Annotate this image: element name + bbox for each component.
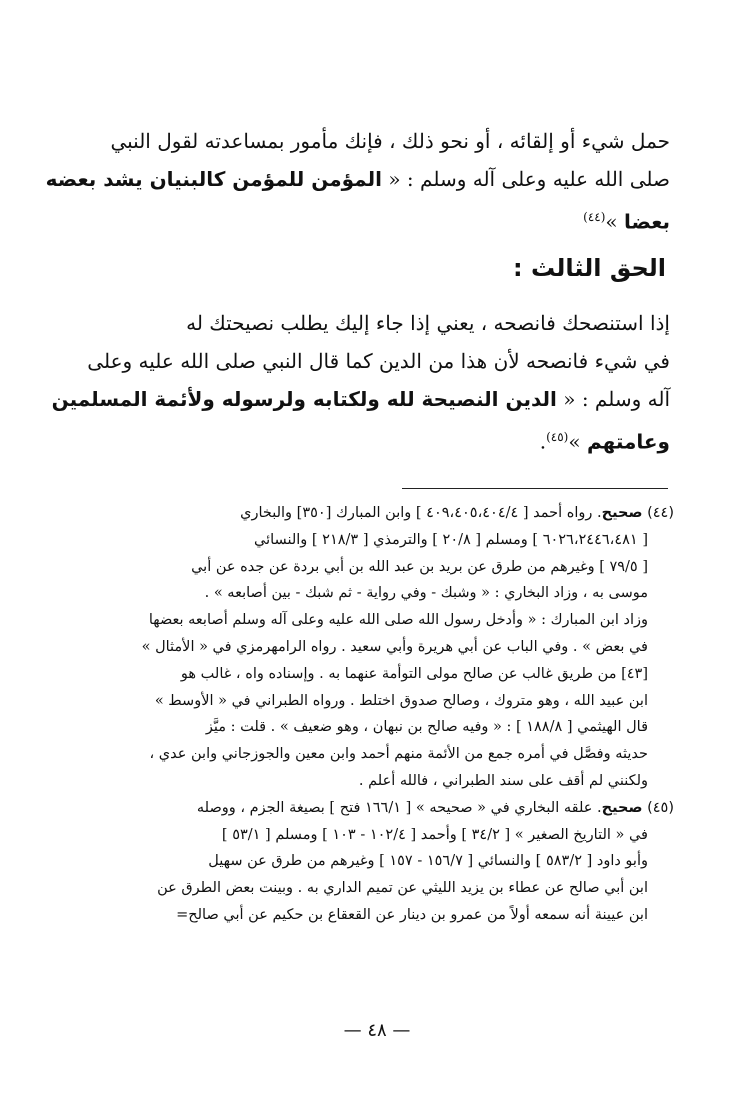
hadith-quote: بعضا: [623, 209, 670, 234]
footnote-line: موسى به ، وزاد البخاري : « وشبك - وفي رواية - ثم شبك - بين أصابعه » .: [204, 585, 648, 602]
footnote-line: [ ٧٩/٥ ] وغيرهم من طرق عن بريد بن عبد الله بن أبي بردة عن جده عن أبي: [191, 558, 648, 575]
text-line: [100, 418, 670, 456]
footnote-line: في « التاريخ الصغير » [ ٣٤/٢ ] وأحمد [ ١٠٢/٤ - ١٠٣ ] ومسلم [ ٥٣/١ ]: [221, 826, 648, 843]
period: .: [539, 429, 547, 454]
footnote-text: . رواه أحمد [ ٤٠٩،٤٠٥،٤٠٤/٤ ] وابن المبارك [٣٥٠] والبخاري: [240, 505, 602, 521]
text-line: إذا استنصحك فانصحه ، يعني إذا جاء إليك يطلب نصيحتك له: [186, 311, 670, 335]
footnote-line: [٤٣] من طريق غالب عن صالح مولى التوأمة عنهما به . وإسناده واه ، غالب هو: [180, 665, 648, 682]
footnote-line: وأبو داود [ ٥٨٣/٢ ] والنسائي [ ١٥٦/٧ - ١٥٧ ] وغيرهم من طرق عن سهيل: [208, 853, 648, 870]
footnote-line: وزاد ابن المبارك : « وأدخل رسول الله صلى الله عليه وعلى آله وسلم أصابعه بعضها: [148, 612, 648, 629]
hadith-quote: الدين النصيحة لله ولكتابه ولرسوله ولأئمة المسلمين: [51, 387, 557, 411]
text-line: [100, 198, 670, 236]
text-line: حمل شيء أو إلقائه ، أو نحو ذلك ، فإنك مأمور بمساعدته لقول النبي: [110, 129, 670, 153]
footnote-line: ابن عيينة أنه سمعه أولاً من عمرو بن دينار عن القعقاع بن حكيم عن أبي صالح=: [176, 906, 648, 923]
section-heading: الحق الثالث :: [513, 254, 666, 282]
text-line: في شيء فانصحه لأن هذا من الدين كما قال النبي صلى الله عليه وعلى: [87, 349, 670, 373]
footnote-line: قال الهيثمي [ ١٨٨/٨ ] : « وفيه صالح بن نبهان ، وهو ضعيف » . قلت : ميَّز: [205, 719, 648, 736]
text-line: [45, 160, 670, 198]
text-fragment: صلى الله عليه وعلى آله وسلم : «: [381, 167, 670, 191]
footnote-line: في بعض » . وفي الباب عن أبي هريرة وأبي سعيد . رواه الرامهرمزي في « الأمثال »: [141, 638, 648, 655]
footnote-line: [ ٦٠٢٦،٢٤٤٦،٤٨١ ] ومسلم [ ٢٠/٨ ] والترمذي [ ٢١٨/٣ ] والنسائي: [253, 531, 648, 548]
footnote-number: (٤٤): [647, 505, 674, 521]
hadith-quote: وعامتهم: [586, 429, 670, 454]
footnote-line: [100, 795, 674, 822]
footnote-text: . علقه البخاري في « صحيحه » [ ١٦٦/١ فتح ] بصيغة الجزم ، ووصله: [196, 799, 602, 816]
footnote-number: (٤٥): [647, 799, 674, 816]
text-line: [51, 380, 670, 418]
footnotes: [100, 500, 674, 929]
hadith-quote: المؤمن للمؤمن كالبنيان يشد بعضه: [45, 167, 382, 191]
text-fragment: آله وسلم : «: [556, 387, 670, 411]
footnote-line: ابن عبيد الله ، وهو متروك ، وصالح صدوق اختلط . ورواه الطبراني في « الأوسط »: [154, 692, 648, 709]
footnote-line: [100, 500, 674, 527]
footnote-divider: [402, 488, 668, 489]
hadith-grade: صحيح: [601, 505, 643, 521]
footnote-line: ولكنني لم أقف على سند الطبراني ، فالله أعلم .: [358, 772, 648, 789]
paragraph-2: [51, 304, 670, 456]
page-number: — ٤٨ —: [343, 1020, 411, 1041]
footnote-line: حديثه وفصَّل في أمره جمع من الأئمة منهم أحمد وابن معين والجوزجاني وابن عدي ،: [149, 746, 648, 763]
quote-close: »: [605, 209, 624, 234]
hadith-grade: صحيح: [601, 799, 643, 816]
footnote-line: ابن أبي صالح عن عطاء بن يزيد الليثي عن تميم الداري به . وبينت بعض الطرق عن: [157, 880, 648, 897]
footnote-ref: (٤٥): [546, 430, 569, 444]
footnote-ref: (٤٤): [583, 210, 606, 224]
paragraph-1: [45, 122, 670, 236]
quote-close: »: [568, 429, 587, 454]
